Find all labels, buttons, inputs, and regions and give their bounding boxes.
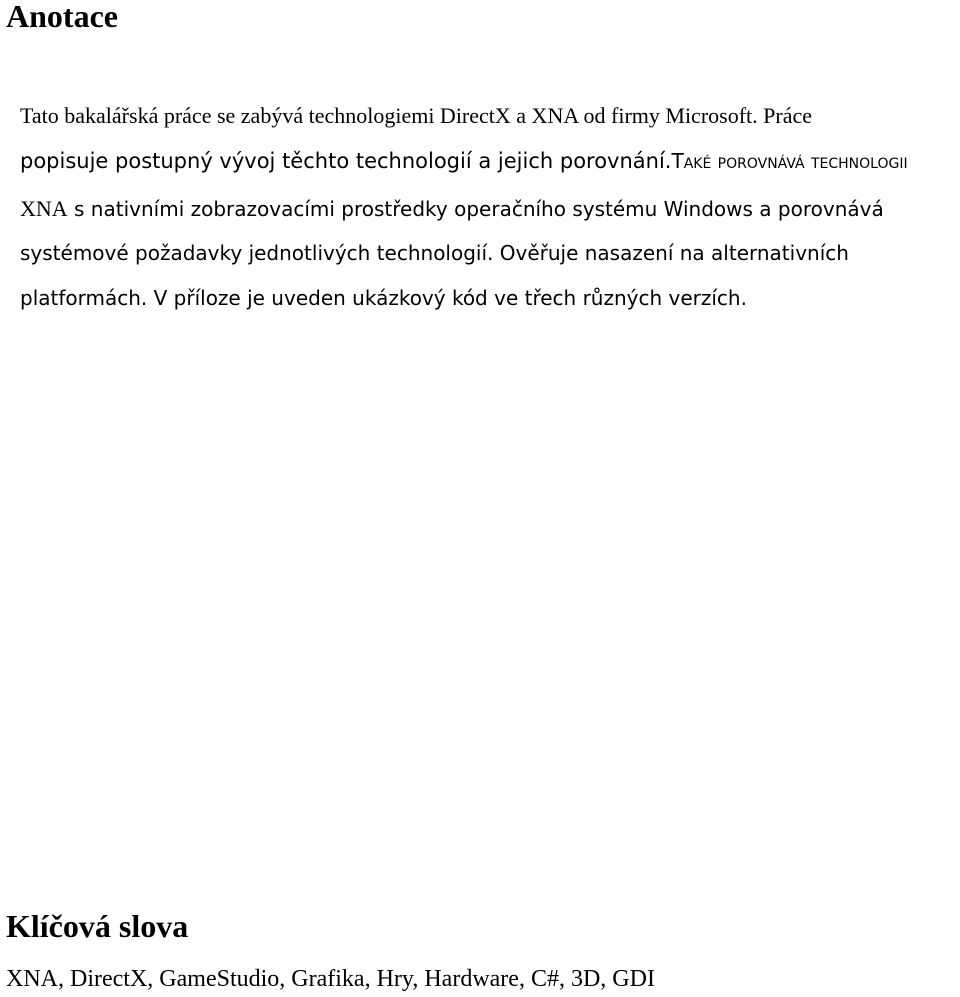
- keywords-title: Klíčová slova: [6, 908, 189, 944]
- abstract-line-5: platformách. V příloze je uveden ukázkový kód ve třech různých verzích.: [20, 286, 747, 310]
- abstract-line-3-text: s nativními zobrazovacími prostředky operačního systému Windows a porovnává: [67, 197, 884, 221]
- abstract-line-2a: popisuje postupný vývoj těchto technologií a jejich porovnání.: [20, 149, 672, 173]
- abstract-line-1: Tato bakalářská práce se zabývá technologiemi DirectX a XNA od firmy Microsoft. Práce: [20, 103, 812, 128]
- keywords-list: XNA, DirectX, GameStudio, Grafika, Hry, Hardware, C#, 3D, GDI: [6, 966, 655, 992]
- page-title: Anotace: [6, 0, 118, 34]
- abstract-line-2: [20, 150, 908, 172]
- abstract-line-2b: Také porovnává technologii: [671, 149, 908, 173]
- abstract-line-3: XNA s nativními zobrazovacími prostředky operačního systému Windows a porovnává: [20, 196, 884, 221]
- abstract-line-4: systémové požadavky jednotlivých technologií. Ověřuje nasazení na alternativních: [20, 241, 849, 265]
